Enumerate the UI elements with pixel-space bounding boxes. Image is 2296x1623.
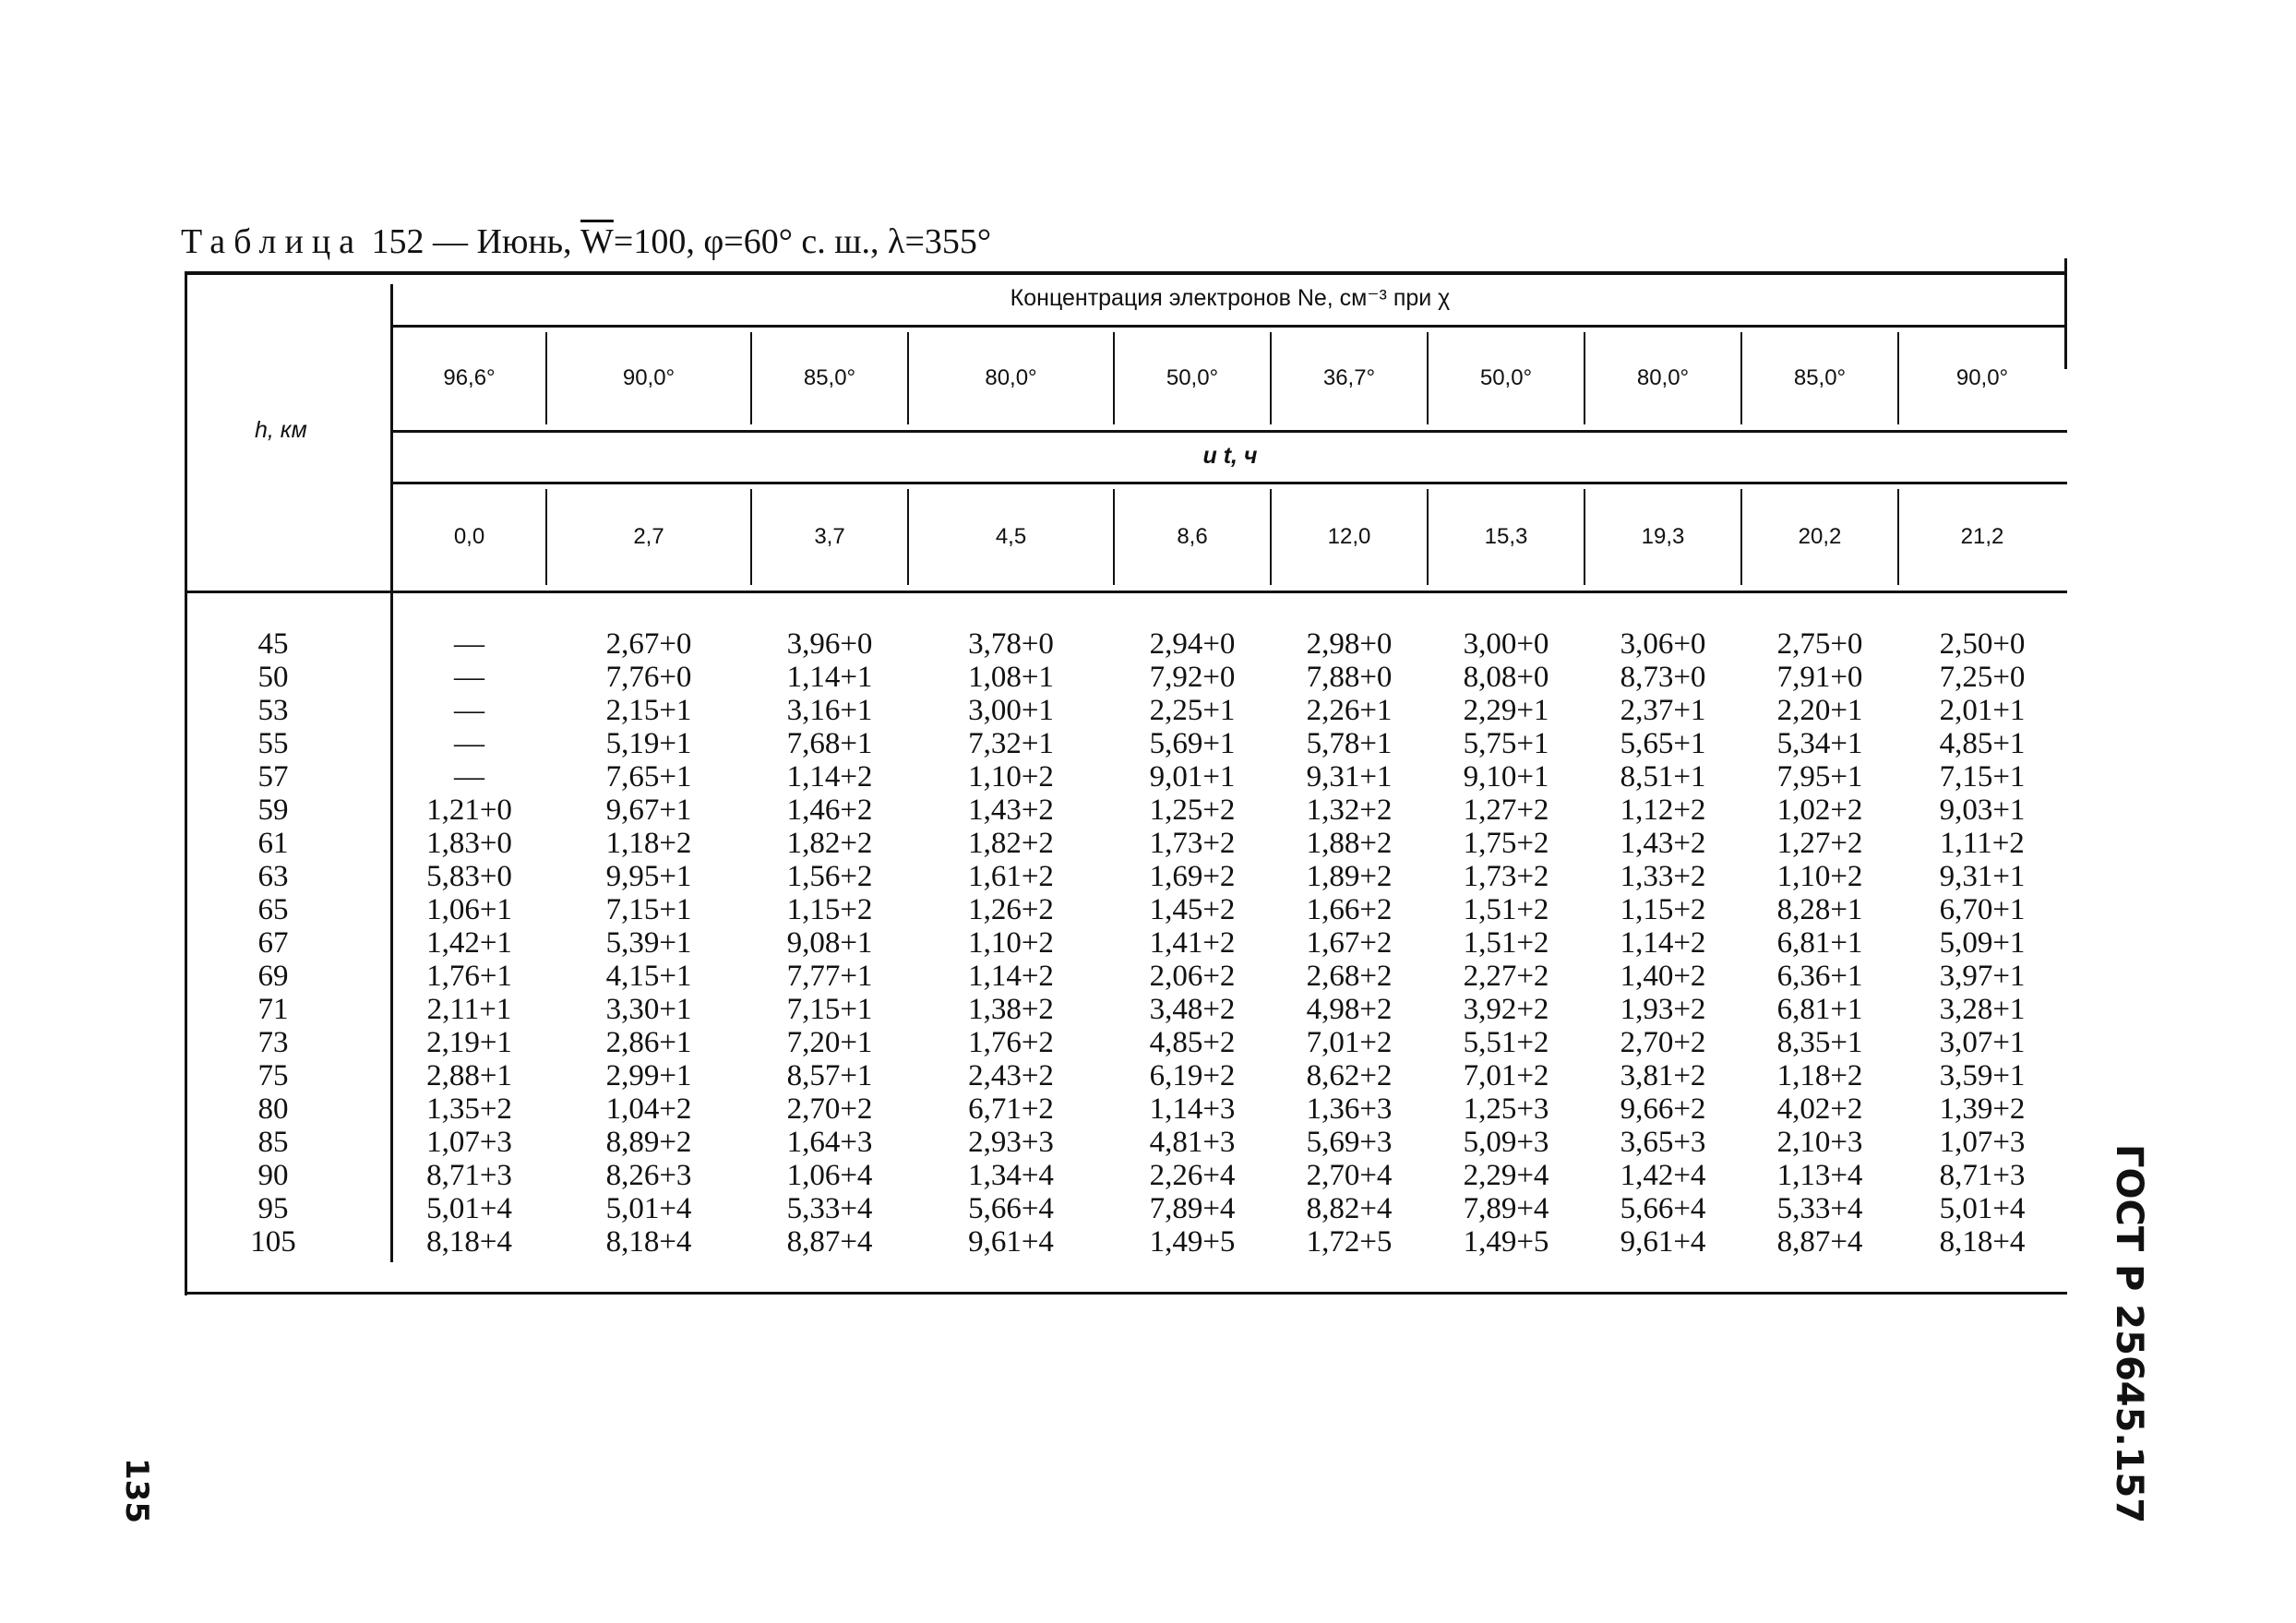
table-cell: 3,92+2 [1463,993,1549,1026]
t-cell: 12,0 [1327,524,1371,549]
chi-cell: 96,6° [443,365,496,390]
table-cell: 2,06+2 [1149,960,1236,993]
concentration-column [393,627,545,1259]
table-cell: 1,83+0 [426,827,512,860]
table-cell: 3,59+1 [1939,1059,2026,1092]
table-cell: 2,29+4 [1463,1159,1549,1192]
table-cell: 1,02+2 [1776,794,1863,827]
table-cell: 2,67+0 [605,627,692,661]
table-cell: 1,12+2 [1620,794,1706,827]
concentration-column [1429,627,1584,1259]
table-cell: 6,81+1 [1776,926,1863,960]
table-caption [181,221,991,262]
table-cell: 7,15+1 [1939,760,2026,794]
chi-cell: 85,0° [1793,365,1847,390]
table-cell: 7,95+1 [1776,760,1863,794]
table-cell: 1,93+2 [1620,993,1706,1026]
table-cell: 2,99+1 [605,1059,692,1092]
table-cell: 1,14+1 [786,661,873,694]
table-cell: 6,36+1 [1776,960,1863,993]
concentration-column [1899,627,2065,1259]
table-cell: 5,34+1 [1776,727,1863,760]
table-cell: 3,81+2 [1620,1059,1706,1092]
caption-text-2: =100, φ=60° с. ш., λ=355° [613,222,992,261]
table-cell: 1,06+4 [786,1159,873,1192]
height-cell: 55 [257,727,289,760]
table-cell: 5,69+1 [1149,727,1236,760]
table-cell: 8,57+1 [786,1059,873,1092]
height-cell: 57 [257,760,289,794]
table-cell: 1,49+5 [1463,1225,1549,1259]
t-cell: 15,3 [1484,524,1528,549]
table-cell: 1,76+2 [968,1026,1054,1059]
table-cell: 1,73+2 [1149,827,1236,860]
table-cell: 8,71+3 [426,1159,512,1192]
table-cell: 8,73+0 [1620,661,1706,694]
table-cell: 1,38+2 [968,993,1054,1026]
height-cell: 95 [257,1192,289,1225]
table-cell: 1,27+2 [1463,794,1549,827]
height-cell: 80 [257,1092,289,1126]
table-cell: 2,37+1 [1620,694,1706,727]
table-cell: 4,81+3 [1149,1126,1236,1159]
table-cell: 5,09+1 [1939,926,2026,960]
table-cell: 8,82+4 [1306,1192,1393,1225]
concentration-column [1272,627,1427,1259]
chi-cell: 36,7° [1322,365,1376,390]
table-cell: 7,01+2 [1463,1059,1549,1092]
table-cell: 1,40+2 [1620,960,1706,993]
caption-w-symbol: $\overline{W}$ [580,222,614,261]
table-cell: 5,01+4 [1939,1192,2026,1225]
table-cell: 3,30+1 [605,993,692,1026]
rule-under-chi [393,430,2067,433]
table-cell: 1,69+2 [1149,860,1236,893]
table-cell: 7,89+4 [1149,1192,1236,1225]
table-cell: 1,73+2 [1463,860,1549,893]
table-cell: 1,07+3 [1939,1126,2026,1159]
table-cell: 6,71+2 [968,1092,1054,1126]
table-cell: 1,43+2 [1620,827,1706,860]
rule-under-t-label [393,482,2067,484]
table-cell: 1,49+5 [1149,1225,1236,1259]
table-cell: 8,89+2 [605,1126,692,1159]
table-cell: 5,69+3 [1306,1126,1393,1159]
table-cell: 7,25+0 [1939,661,2026,694]
table-cell: — [454,694,484,727]
table-cell: 1,14+2 [786,760,873,794]
height-cell: 50 [257,661,289,694]
table-cell: 1,14+3 [1149,1092,1236,1126]
table-cell: 1,36+3 [1306,1092,1393,1126]
height-cell: 69 [257,960,289,993]
table-cell: 1,34+4 [968,1159,1054,1192]
table-cell: 1,66+2 [1306,893,1393,926]
table-cell: 1,14+2 [968,960,1054,993]
chi-cell: 90,0° [622,365,676,390]
table-cell: 5,75+1 [1463,727,1549,760]
table-cell: 1,27+2 [1776,827,1863,860]
table-cell: 2,86+1 [605,1026,692,1059]
table-cell: 5,65+1 [1620,727,1706,760]
table-cell: 8,87+4 [1776,1225,1863,1259]
table-cell: 2,70+2 [1620,1026,1706,1059]
table-cell: 1,08+1 [968,661,1054,694]
height-cell: 67 [257,926,289,960]
table-cell: 3,96+0 [786,627,873,661]
height-cell: 105 [250,1225,296,1259]
table-cell: 8,18+4 [426,1225,512,1259]
t-cell: 2,7 [633,524,664,549]
rule-top [185,271,2067,275]
height-cell: 75 [257,1059,289,1092]
table-cell: 8,71+3 [1939,1159,2026,1192]
table-cell: 5,33+4 [1776,1192,1863,1225]
chi-cell: 85,0° [803,365,856,390]
table-cell: 7,92+0 [1149,661,1236,694]
table-cell: 1,14+2 [1620,926,1706,960]
concentration-column [909,627,1113,1259]
table-cell: 1,45+2 [1149,893,1236,926]
table-cell: 5,78+1 [1306,727,1393,760]
height-cell: 63 [257,860,289,893]
table-cell: 1,46+2 [786,794,873,827]
height-cell: 61 [257,827,289,860]
table-cell: 7,15+1 [786,993,873,1026]
table-cell: 5,39+1 [605,926,692,960]
table-cell: 1,33+2 [1620,860,1706,893]
table-cell: 4,85+2 [1149,1026,1236,1059]
table-cell: 1,07+3 [426,1126,512,1159]
table-cell: — [454,760,484,794]
table-cell: 8,51+1 [1620,760,1706,794]
table-cell: 3,16+1 [786,694,873,727]
table-cell: 1,35+2 [426,1092,512,1126]
table-cell: 8,18+4 [605,1225,692,1259]
table-cell: 9,08+1 [786,926,873,960]
table-cell: 9,31+1 [1939,860,2026,893]
table-cell: 5,66+4 [968,1192,1054,1225]
height-cell: 73 [257,1026,289,1059]
table-cell: 1,18+2 [605,827,692,860]
table-cell: 1,89+2 [1306,860,1393,893]
table-cell: 8,87+4 [786,1225,873,1259]
t-cell: 19,3 [1641,524,1685,549]
table-cell: 1,61+2 [968,860,1054,893]
table-cell: 1,51+2 [1463,893,1549,926]
table-cell: 4,85+1 [1939,727,2026,760]
table-cell: 2,19+1 [426,1026,512,1059]
t-cell: 3,7 [814,524,845,549]
table-cell: 1,32+2 [1306,794,1393,827]
table-cell: 1,10+2 [1776,860,1863,893]
table-cell: 5,19+1 [605,727,692,760]
table-cell: 2,10+3 [1776,1126,1863,1159]
table-cell: 1,25+2 [1149,794,1236,827]
table-cell: 5,51+2 [1463,1026,1549,1059]
table-cell: 7,91+0 [1776,661,1863,694]
table-cell: 3,48+2 [1149,993,1236,1026]
chi-cell: 80,0° [985,365,1037,390]
table-cell: 1,11+2 [1940,827,2025,860]
table-cell: 2,98+0 [1306,627,1393,661]
table-cell: 1,64+3 [786,1126,873,1159]
table-cell: 1,72+5 [1306,1225,1393,1259]
table-cell: 1,10+2 [968,926,1054,960]
table-cell: 7,88+0 [1306,661,1393,694]
table-cell: 2,26+4 [1149,1159,1236,1192]
table-cell: 8,28+1 [1776,893,1863,926]
table-cell: 2,29+1 [1463,694,1549,727]
table-cell: 2,93+3 [968,1126,1054,1159]
table-cell: 1,10+2 [968,760,1054,794]
table-cell: 2,68+2 [1306,960,1393,993]
table-cell: 1,75+2 [1463,827,1549,860]
table-cell: 1,76+1 [426,960,512,993]
rule-under-concentration [393,325,2067,328]
table-cell: 4,15+1 [605,960,692,993]
table-cell: 1,43+2 [968,794,1054,827]
table-cell: 9,10+1 [1463,760,1549,794]
table-cell: 2,70+2 [786,1092,873,1126]
table-cell: 7,01+2 [1306,1026,1393,1059]
table-cell: 1,88+2 [1306,827,1393,860]
table-cell: 2,88+1 [426,1059,512,1092]
chi-cell: 50,0° [1479,365,1533,390]
rule-header-bottom [185,591,2067,593]
height-cell: 85 [257,1126,289,1159]
table-cell: 3,06+0 [1620,627,1706,661]
table-cell: 2,26+1 [1306,694,1393,727]
table-cell: 2,20+1 [1776,694,1863,727]
chi-cell: 50,0° [1166,365,1219,390]
table-cell: 7,15+1 [605,893,692,926]
t-cell: 8,6 [1177,524,1208,549]
concentration-column [1742,627,1897,1259]
table-cell: 7,89+4 [1463,1192,1549,1225]
table-cell: 2,70+4 [1306,1159,1393,1192]
table-cell: 7,20+1 [786,1026,873,1059]
concentration-column [1115,627,1270,1259]
table-cell: 9,61+4 [968,1225,1054,1259]
table-cell: 1,15+2 [786,893,873,926]
t-header: и t, ч [1202,443,1258,469]
concentration-column [752,627,907,1259]
table-cell: 1,82+2 [786,827,873,860]
t-cell: 20,2 [1798,524,1842,549]
concentration-column [1585,627,1740,1259]
gost-side-label: ГОСТ Р 25645.157 [2108,1144,2150,1524]
table-cell: 8,35+1 [1776,1026,1863,1059]
table-cell: 2,11+1 [426,993,512,1026]
table-cell: 2,25+1 [1149,694,1236,727]
height-cell: 59 [257,794,289,827]
table-cell: — [454,627,484,661]
t-cell: 0,0 [453,524,485,549]
table-cell: 1,41+2 [1149,926,1236,960]
table-cell: 9,01+1 [1149,760,1236,794]
table-cell: 5,01+4 [605,1192,692,1225]
table-cell: 2,43+2 [968,1059,1054,1092]
table-cell: 1,13+4 [1776,1159,1863,1192]
concentration-column [547,627,750,1259]
table-cell: 8,62+2 [1306,1059,1393,1092]
height-cell: 90 [257,1159,289,1192]
table-cell: 9,66+2 [1620,1092,1706,1126]
table-cell: 3,97+1 [1939,960,2026,993]
table-cell: 5,66+4 [1620,1192,1706,1225]
table-cell: 4,02+2 [1776,1092,1863,1126]
table-cell: 1,04+2 [605,1092,692,1126]
table-cell: 7,68+1 [786,727,873,760]
table-cell: 5,01+4 [426,1192,512,1225]
table-cell: 9,61+4 [1620,1225,1706,1259]
table-cell: 1,39+2 [1939,1092,2026,1126]
table-cell: 9,67+1 [605,794,692,827]
table-cell: 1,56+2 [786,860,873,893]
table-cell: 1,51+2 [1463,926,1549,960]
chi-cell: 80,0° [1636,365,1690,390]
table-cell: 1,15+2 [1620,893,1706,926]
table-cell: 3,07+1 [1939,1026,2026,1059]
height-column [218,627,329,1259]
table-cell: 1,82+2 [968,827,1054,860]
caption-prefix: Таблица [181,222,364,261]
table-cell: 7,65+1 [605,760,692,794]
table-cell: 9,95+1 [605,860,692,893]
table-cell: 8,26+3 [605,1159,692,1192]
table-cell: 3,00+1 [968,694,1054,727]
table-cell: 2,15+1 [605,694,692,727]
table-cell: 7,77+1 [786,960,873,993]
table-cell: 1,26+2 [968,893,1054,926]
table-cell: 1,42+4 [1620,1159,1706,1192]
page-number: 135 [118,1458,155,1523]
height-cell: 65 [257,893,289,926]
table-cell: 1,06+1 [426,893,512,926]
table-cell: 7,76+0 [605,661,692,694]
table-cell: 2,01+1 [1939,694,2026,727]
t-cell: 4,5 [995,524,1027,549]
table-cell: 1,42+1 [426,926,512,960]
table-cell: — [454,727,484,760]
table-cell: 9,31+1 [1306,760,1393,794]
table-cell: — [454,661,484,694]
table-cell: 3,28+1 [1939,993,2026,1026]
table-cell: 1,25+3 [1463,1092,1549,1126]
table-cell: 2,75+0 [1776,627,1863,661]
h-column-header: h, км [255,417,307,443]
table-cell: 7,32+1 [968,727,1054,760]
table-cell: 6,19+2 [1149,1059,1236,1092]
table-cell: 5,09+3 [1463,1126,1549,1159]
table-cell: 8,08+0 [1463,661,1549,694]
table-cell: 6,81+1 [1776,993,1863,1026]
table-cell: 3,00+0 [1463,627,1549,661]
caption-text-1: 152 — Июнь, [363,222,581,261]
table-cell: 2,27+2 [1463,960,1549,993]
rule-bottom [185,1292,2067,1295]
height-cell: 53 [257,694,289,727]
table-cell: 1,21+0 [426,794,512,827]
table-cell: 3,78+0 [968,627,1054,661]
table-cell: 6,70+1 [1939,893,2026,926]
table-cell: 5,83+0 [426,860,512,893]
table-cell: 9,03+1 [1939,794,2026,827]
table-cell: 3,65+3 [1620,1126,1706,1159]
chi-cell: 90,0° [1955,365,2009,390]
table-cell: 2,94+0 [1149,627,1236,661]
t-cell: 21,2 [1960,524,2004,549]
table-cell: 5,33+4 [786,1192,873,1225]
table-cell: 4,98+2 [1306,993,1393,1026]
table-cell: 1,18+2 [1776,1059,1863,1092]
rule-left [185,271,187,1295]
table-cell: 8,18+4 [1939,1225,2026,1259]
concentration-header: Концентрация электронов Ne, см⁻³ при χ [1010,285,1451,311]
height-cell: 45 [257,627,289,661]
table-cell: 2,50+0 [1939,627,2026,661]
height-cell: 71 [257,993,289,1026]
table-cell: 1,67+2 [1306,926,1393,960]
